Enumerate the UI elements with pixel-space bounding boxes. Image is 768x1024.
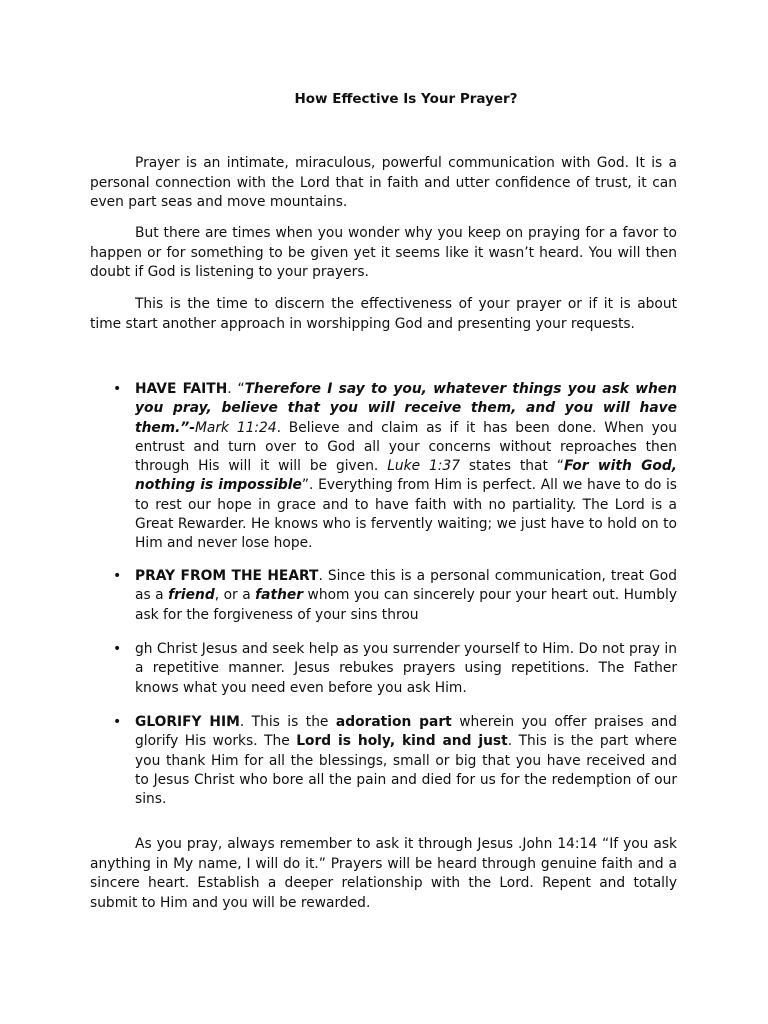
bullet-text: ”. Everything from Him is perfect. All we have to do is to rest our hope in grace and to have faith with no partiality. The Lord is a Great Rewarder. He knows who is fervently waiting; we just have to hold on to Him and never lose hope.: [135, 477, 677, 552]
bullet-text: whom you can sincerely pour your heart out. Humbly ask for the forgiveness of your sins throu: [135, 587, 677, 623]
scripture-reference: Mark 11:24: [195, 419, 277, 436]
bullet-text: . “: [227, 381, 245, 397]
bullet-heading: PRAY FROM THE HEART: [135, 568, 319, 584]
emphasis-phrase: Lord is holy, kind and just: [296, 733, 508, 750]
bullet-list-faith: [135, 380, 677, 554]
bullet-have-faith: [135, 380, 677, 554]
bullet-pray-from-heart: [135, 567, 677, 625]
scripture-quote: For with God, nothing is impossible: [135, 458, 677, 494]
emphasis-phrase: adoration part: [335, 714, 452, 730]
scripture-reference: Luke 1:37: [387, 458, 460, 475]
bullet-text: . Since this is a personal communication, treat God as a: [135, 568, 677, 604]
bullet-text: . This is the: [239, 714, 336, 730]
scripture-quote: Therefore I say to you, whatever things you ask when you pray, believe that you will receive them, and you will have them.”-: [135, 381, 677, 436]
bullet-text: gh Christ Jesus and seek help as you surrender yourself to Him. Do not pray in a repetitive manner. Jesus rebukes prayers using repetitions. The Father knows what you need even before you ask Him.: [135, 641, 677, 696]
emphasis-word: father: [255, 587, 304, 604]
closing-paragraph: As you pray, always remember to ask it through Jesus .John 14:14 “If you ask anything in My name, I will do it.” Prayers will be heard through genuine faith and a sincere heart. Establish a deeper relationship with the Lord. Repent and totally submit to Him and you will be rewarded.: [90, 836, 677, 911]
document-title: How Effective Is Your Prayer?: [294, 91, 518, 107]
bullet-text: . This is the part where you thank Him for all the blessings, small or big that you have received and to Jesus Christ who bore all the pain and died for us for the redemption of our sins.: [135, 733, 677, 808]
intro-paragraph-2: But there are times when you wonder why you keep on praying for a favor to happen or for something to be given yet it seems like it wasn’t heard. You will then doubt if God is listening to your prayers.: [90, 225, 677, 280]
intro-paragraph-1: Prayer is an intimate, miraculous, powerful communication with God. It is a personal connection with the Lord that in faith and utter confidence of trust, it can even part seas and move mountains.: [90, 155, 677, 210]
bullet-list-glorify: [135, 713, 677, 809]
bullet-list-continuation: [135, 640, 677, 698]
bullet-heading: HAVE FAITH: [135, 381, 228, 397]
bullet-glorify-him: [135, 713, 677, 809]
bullet-text: , or a: [214, 587, 256, 604]
bullet-continuation: [135, 640, 677, 698]
bullet-heading: GLORIFY HIM: [135, 714, 240, 730]
bullet-text: wherein you offer praises and glorify His works. The: [135, 714, 677, 750]
bullet-text: states that “: [459, 458, 564, 475]
bullet-text: . Believe and claim as if it has been done. When you entrust and turn over to God all your concerns without reproaches then through His will it will be given.: [135, 419, 677, 475]
bullet-list-heart: [135, 567, 677, 625]
intro-paragraph-3: This is the time to discern the effectiveness of your prayer or if it is about time start another approach in worshipping God and presenting your requests.: [90, 296, 677, 332]
emphasis-word: friend: [168, 587, 215, 604]
